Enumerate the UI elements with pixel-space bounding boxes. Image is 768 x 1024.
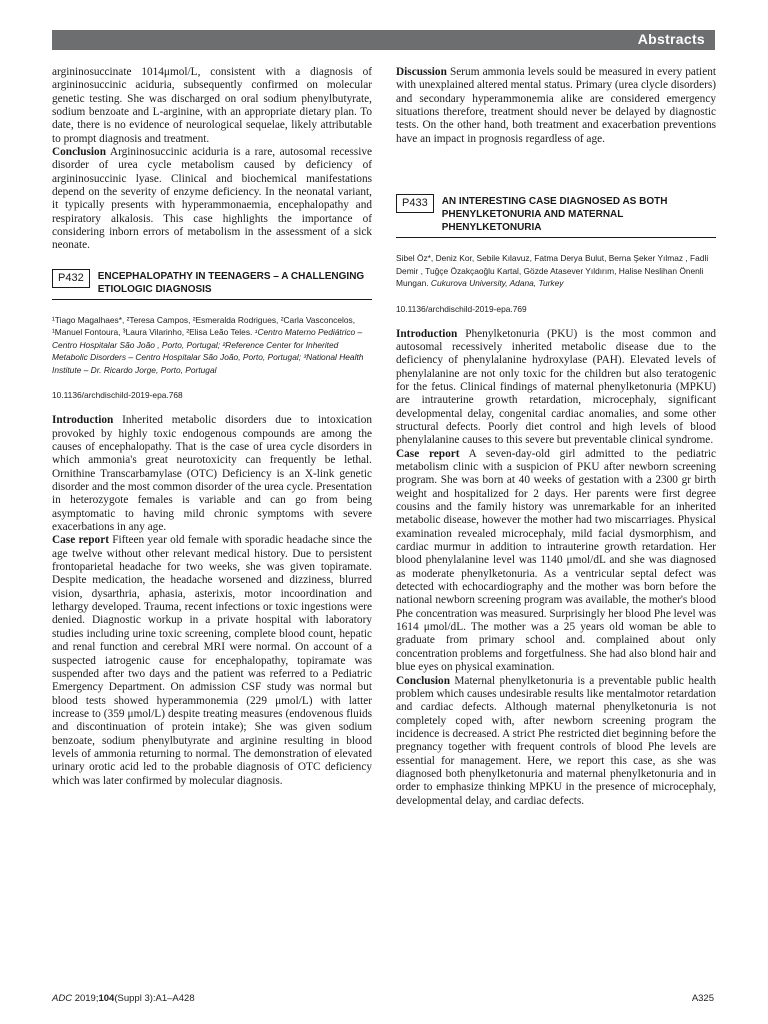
affiliations: Cukurova University, Adana, Turkey [428, 278, 564, 289]
conclusion-text: Argininosuccinic aciduria is a rare, autosomal recessive disorder of urea cycle metabolism caused by deficiency of argininosuccinic lyase. Clinical and biochemical manifestations depend on the severity of enzyme deficiency. In the neonatal variant, it typically presents with hyperammonaemia, encephalopathy and respiratory alkalosis. This case highlights the importance of considering inborn errors of metabolism in the assessment of a sick neonate. [52, 146, 372, 252]
author-list [396, 252, 716, 290]
abstract-number-box: P433 [396, 194, 434, 213]
left-column [52, 66, 372, 788]
introduction-label: Introduction [396, 327, 458, 340]
introduction-paragraph [52, 414, 372, 534]
volume-number: 104 [98, 993, 115, 1004]
title-rule [396, 237, 716, 238]
introduction-text: Phenylketonuria (PKU) is the most common and autosomal recessively inherited metabolic disease due to the deficiency of phenylalanine hydroxylase (PAH). Elevated levels of phenylalanine are not only toxic for the children but also teratogenic for the fetus. Clinical findings of maternal phenylketonuria (MPKU) are intrauterine growth retardation, microcephaly, significant developmental delay, congenital cardiac anomalies, and some other structural defects. Poorly diet control and high levels of blood phenylalanine causes to this severe but preventable clinical syndrome. [396, 327, 716, 447]
case-report-paragraph [396, 448, 716, 675]
introduction-paragraph [396, 328, 716, 448]
abstract-p432-heading [52, 269, 372, 296]
doi-link[interactable]: 10.1136/archdischild-2019-epa.768 [52, 390, 183, 401]
conclusion-text: Maternal phenylketonuria is a preventable public health problem which causes undesirable results like mentalmotor retardation and cardiac defects. Although maternal phenylketonuria is not completely coped with, after newborn screening program the incidence is decreased. A strict Phe restricted diet beginning before the pregnancy together with frequent controls of blood Phe levels are essential for management. Here, we report this case, as she was diagnosed both phenylketonuria and maternal phenylketonuria and in order to emphasize thinking MPKU in the presence of microcephaly, developmental delay, and cardiac defects. [396, 674, 716, 807]
discussion-label: Discussion [396, 66, 447, 78]
page-number: A325 [691, 993, 714, 1004]
journal-citation [52, 993, 195, 1004]
case-report-text: Fifteen year old female with sporadic headache since the age twelve without other relevant medical history. Due to persistent frontoparietal headache for two weeks, she was given topiramate. Despite medication, the headache worsened and dizziness, blurred vision, dysarthria, aphasia, asterixis, motor incoordination and lethargy developed. Trauma, recent infections or toxic ingestions were denied. Diagnostic workup in a private hospital with laboratory studies including urine toxic screening, complete blood count, hepatic and renal function and cerebral MRI were normal. On account of a suspected iatrogenic cause for encephalopathy, topiramate was suspended after two days and the patient was referred to a Pediatric Emergency Department. On admission CSF study was normal but blood tests showed hyperammonemia (229 μmol/L) with latter increase to (359 μmol/L) despite treating measures (endovenous fluids and discontinuation of protein intake); She was given sodium benzoate, sodium phenylbutyrate and arginine resulting in blood levels of ammonia returning to normal. The demonstration of elevated urinary orotic acid led to the probable diagnosis of OTC deficiency which was later confirmed by molecular diagnosis. [52, 534, 373, 787]
introduction-text: Inherited metabolic disorders due to intoxication provoked by highly toxic endogenous compounds are among the causes of encephalopathy. That is the case of urea cycle disorders in which ammonia's great neurotoxicity can frequently be lethal. Ornithine Transcarbamylase (OTC) Deficiency is an X-link genetic disorder and the most common disorder of the urea cycle. Presentation in heterozygote females is variable and can go from being asymptomatic to having mild chronic symptoms with severe exacerbations in any age. [52, 414, 372, 534]
discussion-text: Serum ammonia levels sould be measured in every patient with unexplained altered mental status. Primary (urea clycle disorders) and secondary hyperammonemia alike are considered emergency situations therefore, treatment should never be delayed by diagnostic tests. On the other hand, both treatment and exacerbation preventions have an impact in prognosis regardless of age. [396, 66, 716, 145]
abstract-p433-heading [396, 194, 716, 234]
author-list [52, 314, 372, 377]
right-column [396, 66, 716, 808]
conclusion-label: Conclusion [52, 146, 106, 159]
case-report-label: Case report [396, 447, 460, 460]
case-report-paragraph [52, 534, 372, 788]
affiliations: ¹Centro Materno Pediátrico – Centro Hospitalar São João , Porto, Portugal; ²Reference Center for Inherited Metabolic Disorders – Centro Hospitalar São João, Porto, Portugal; ³National Health Institute – Dr. Ricardo Jorge, Porto, Portugal [52, 327, 364, 375]
case-report-text: A seven-day-old girl admitted to the pediatric metabolism clinic with a suspicion of PKU after newborn screening program. She was born at 40 weeks of gestation with a 2300 gr birth weight and hospitalized for 2 days. Her parents were first degree cousins and the family history was unremarkable for an inherited metabolic disease, however the mother had two miscarriages. Physical examination revealed microcephaly, mild facial dysmorphism, and cardiac murmur in addition to intrauterine growth retardation. Her blood phenylalanine level was 1140 μmol/dL and she was diagnosed as moderate phenylketonuria. As a ventricular septal defect was detected with echocardiography and the mother was born before the national newborn screening program was available, the mother's blood Phe concentration was measured. Surprisingly her blood Phe level was 1614 μmol/dL. The mother was a 25 years old woman be able to graduate from primary school and. complained about only concentration problems and forgetfulness. She had also blond hair and blue eyes on physical examination. [396, 447, 717, 674]
abstract-title: ENCEPHALOPATHY IN TEENAGERS – A CHALLENGING ETIOLOGIC DIAGNOSIS [97, 270, 365, 295]
citation-year: 2019; [72, 993, 99, 1004]
conclusion-label: Conclusion [396, 674, 450, 687]
journal-name: ADC [52, 993, 73, 1004]
discussion-paragraph [396, 66, 716, 146]
conclusion-paragraph [52, 146, 372, 253]
abstract-title-wrap [98, 269, 372, 296]
authors: Sibel Öz*, Deniz Kor, Sebile Kılavuz, Fatma Derya Bulut, Berna Şeker Yılmaz , Fadli Demir , Tuğçe Özakçaoğlu Kartal, Gözde Atasever Yıldırım, Halise Neslihan Önenli Mungan. [396, 253, 709, 289]
conclusion-paragraph [396, 675, 716, 808]
doi-link[interactable]: 10.1136/archdischild-2019-epa.769 [396, 303, 527, 314]
introduction-label: Introduction [52, 414, 114, 427]
case-report-label: Case report [52, 534, 109, 547]
title-rule [52, 299, 372, 300]
supplement-range: (Suppl 3):A1–A428 [114, 993, 195, 1004]
section-header-bar [52, 30, 715, 50]
abstract-title-wrap [442, 194, 716, 234]
abstract-title: AN INTERESTING CASE DIAGNOSED AS BOTH PHENYLKETONURIA AND MATERNAL PHENYLKETONURIA [441, 196, 668, 234]
authors: ¹Tiago Magalhaes*, ²Teresa Campos, ²Esmeralda Rodrigues, ²Carla Vasconcelos, ¹Manuel Fontoura, ³Laura Vilarinho, ²Elisa Leão Teles. [52, 314, 356, 338]
section-title: Abstracts [637, 31, 705, 47]
abstract-number-box: P432 [52, 269, 90, 288]
continuation-paragraph: argininosuccinate 1014μmol/L, consistent with a diagnosis of argininosuccinic aciduria, subsequently confirmed on molecular genetic testing. She was discharged on oral sodium phenylbutyrate, sodium benzoate and L-arginine, with an appropriate dietary plan. To date, there is no evidence of neurological sequelae, likely attributable to prompt diagnosis and treatment. [52, 66, 372, 145]
